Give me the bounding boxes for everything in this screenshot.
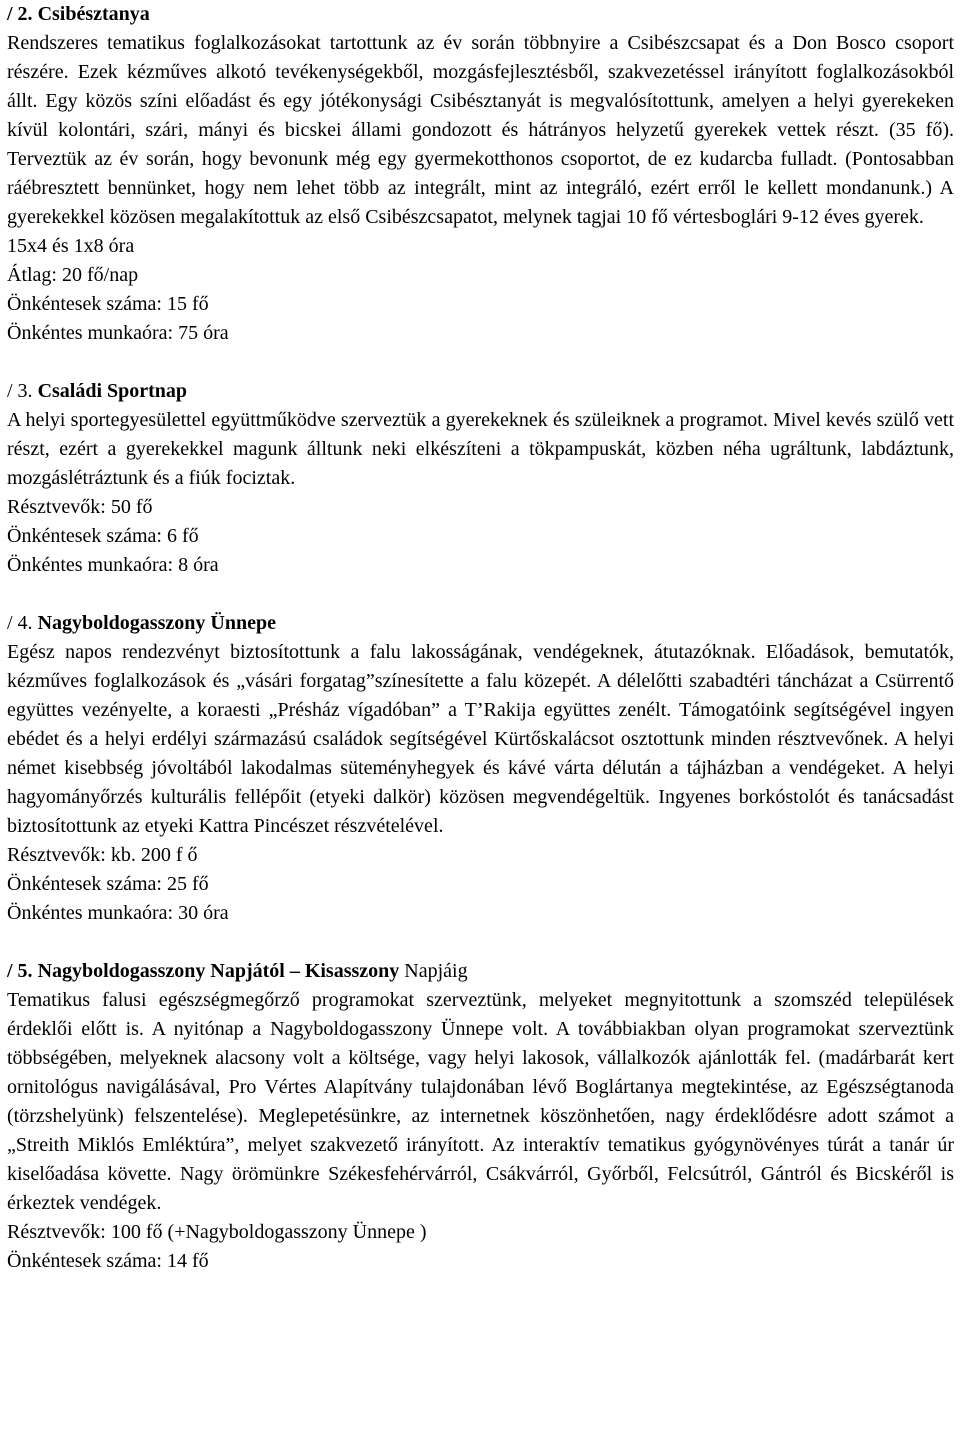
section-title-suffix: Napjáig: [404, 960, 468, 982]
stat-line: Résztvevők: 100 fő (+Nagyboldogasszony Ünnepe ): [7, 1221, 427, 1243]
stat-line: Résztvevők: 50 fő: [7, 496, 153, 518]
section-heading: [7, 957, 954, 986]
stat-line: Önkéntesek száma: 25 fő: [7, 873, 209, 895]
section-title: Családi Sportnap: [37, 380, 188, 402]
section-csibesztanya: [7, 0, 954, 348]
stat-line: Résztvevők: kb. 200 f ő: [7, 844, 198, 866]
stat-line: Önkéntesek száma: 14 fő: [7, 1250, 209, 1272]
section-heading: [7, 0, 954, 29]
section-number: / 5.: [7, 960, 33, 982]
section-spacer: [7, 928, 954, 957]
section-spacer: [7, 580, 954, 609]
section-title: Nagyboldogasszony Ünnepe: [37, 612, 276, 634]
section-title: Csibésztanya: [37, 3, 150, 25]
section-number: / 2.: [7, 3, 33, 25]
section-spacer: [7, 348, 954, 377]
stat-line: Önkéntes munkaóra: 75 óra: [7, 322, 229, 344]
stat-line: Önkéntesek száma: 15 fő: [7, 293, 209, 315]
section-title: Nagyboldogasszony Napjától – Kisasszony: [37, 960, 400, 982]
section-paragraph: Tematikus falusi egészségmegőrző programokat szerveztünk, melyeket megnyitottunk a szomszéd települések érdeklői előtt is. A nyitónap a Nagyboldogasszony Ünnepe volt. A továbbiakban olyan programokat szerveztünk többségében, melyeknek alacsony volt a költsége, vagy helyi lakosok, vállalkozók ajánlották fel. (madárbarát kert ornitológus navigálásával, Pro Vértes Alapítvány tulajdonában lévő Boglártanya megtekintése, az Egészségtanoda (törzshelyünk) felszentelése). Meglepetésünkre, az internetnek köszönhetően, nagy érdeklődésre adott számot a „Streith Miklós Emléktúra”, melyet szakvezető irányított. Az interaktív tematikus gyógynövényes túrát a tanár úr kiselőadása követte. Nagy örömünkre Székesfehérvárról, Csákvárról, Győrből, Felcsútról, Gántról és Bicskéről is érkeztek vendégek.: [7, 989, 954, 1214]
stat-line: Önkéntes munkaóra: 8 óra: [7, 554, 219, 576]
stat-line: Átlag: 20 fő/nap: [7, 264, 139, 286]
section-heading: [7, 609, 954, 638]
section-paragraph: Egész napos rendezvényt biztosítottunk a falu lakosságának, vendégeknek, átutazóknak. Előadások, bemutatók, kézműves foglalkozások és „vásári forgatag”színesítette a falu közepét. A délelőtti szabadtéri táncházat a Csürrentő együttes vezényelte, a koraesti „Présház vígadóban” a T’Rakija együttes zenélt. Támogatóink segítségével ingyen ebédet és a helyi erdélyi származású családok segítségével Kürtőskalácsot osztottunk minden résztvevőnek. A helyi német kisebbség jóvoltából lakodalmas süteményhegyek és kávé várta délután a tájházban a vendégeket. A helyi hagyományőrzés kulturális fellépőit (etyeki dalkör) közösen megvendégeltük. Ingyenes borkóstolót és tanácsadást biztosítottunk az etyeki Kattra Pincészet részvételével.: [7, 641, 954, 837]
stat-line: Önkéntes munkaóra: 30 óra: [7, 902, 229, 924]
stat-line: 15x4 és 1x8 óra: [7, 235, 135, 257]
section-number: / 3.: [7, 380, 33, 402]
section-number: / 4.: [7, 612, 33, 634]
section-nagyboldogasszony-napjatol: [7, 957, 954, 1276]
section-heading: [7, 377, 954, 406]
section-paragraph: Rendszeres tematikus foglalkozásokat tartottunk az év során többnyire a Csibészcsapat és a Don Bosco csoport részére. Ezek kézműves alkotó tevékenységekből, mozgásfejlesztésből, szakvezetéssel irányított foglalkozásokból állt. Egy közös színi előadást és egy jótékonysági Csibésztanyát is megvalósítottunk, amelyen a helyi gyerekeken kívül kolontári, szári, mányi és bicskei állami gondozott és hátrányos helyzetű gyerekek vettek részt. (35 fő). Terveztük az év során, hogy bevonunk még egy gyermekotthonos csoportot, de ez kudarcba fulladt. (Pontosabban ráébresztett bennünket, hogy nem lehet több az integrált, mint az integráló, ezért erről le kellett mondanunk.) A gyerekekkel közösen megalakítottuk az első Csibészcsapatot, melynek tagjai 10 fő vértesboglári 9-12 éves gyerek.: [7, 32, 954, 228]
section-paragraph: A helyi sportegyesülettel együttműködve szerveztük a gyerekeknek és szüleiknek a programot. Mivel kevés szülő vett részt, ezért a gyerekekkel magunk álltunk neki elkészíteni a tökpampuskát, közben néha ugráltunk, labdáztunk, mozgáslétráztunk és a fiúk fociztak.: [7, 409, 954, 489]
stat-line: Önkéntesek száma: 6 fő: [7, 525, 199, 547]
section-nagyboldogasszony-unnepe: [7, 609, 954, 928]
section-csaladi-sportnap: [7, 377, 954, 580]
